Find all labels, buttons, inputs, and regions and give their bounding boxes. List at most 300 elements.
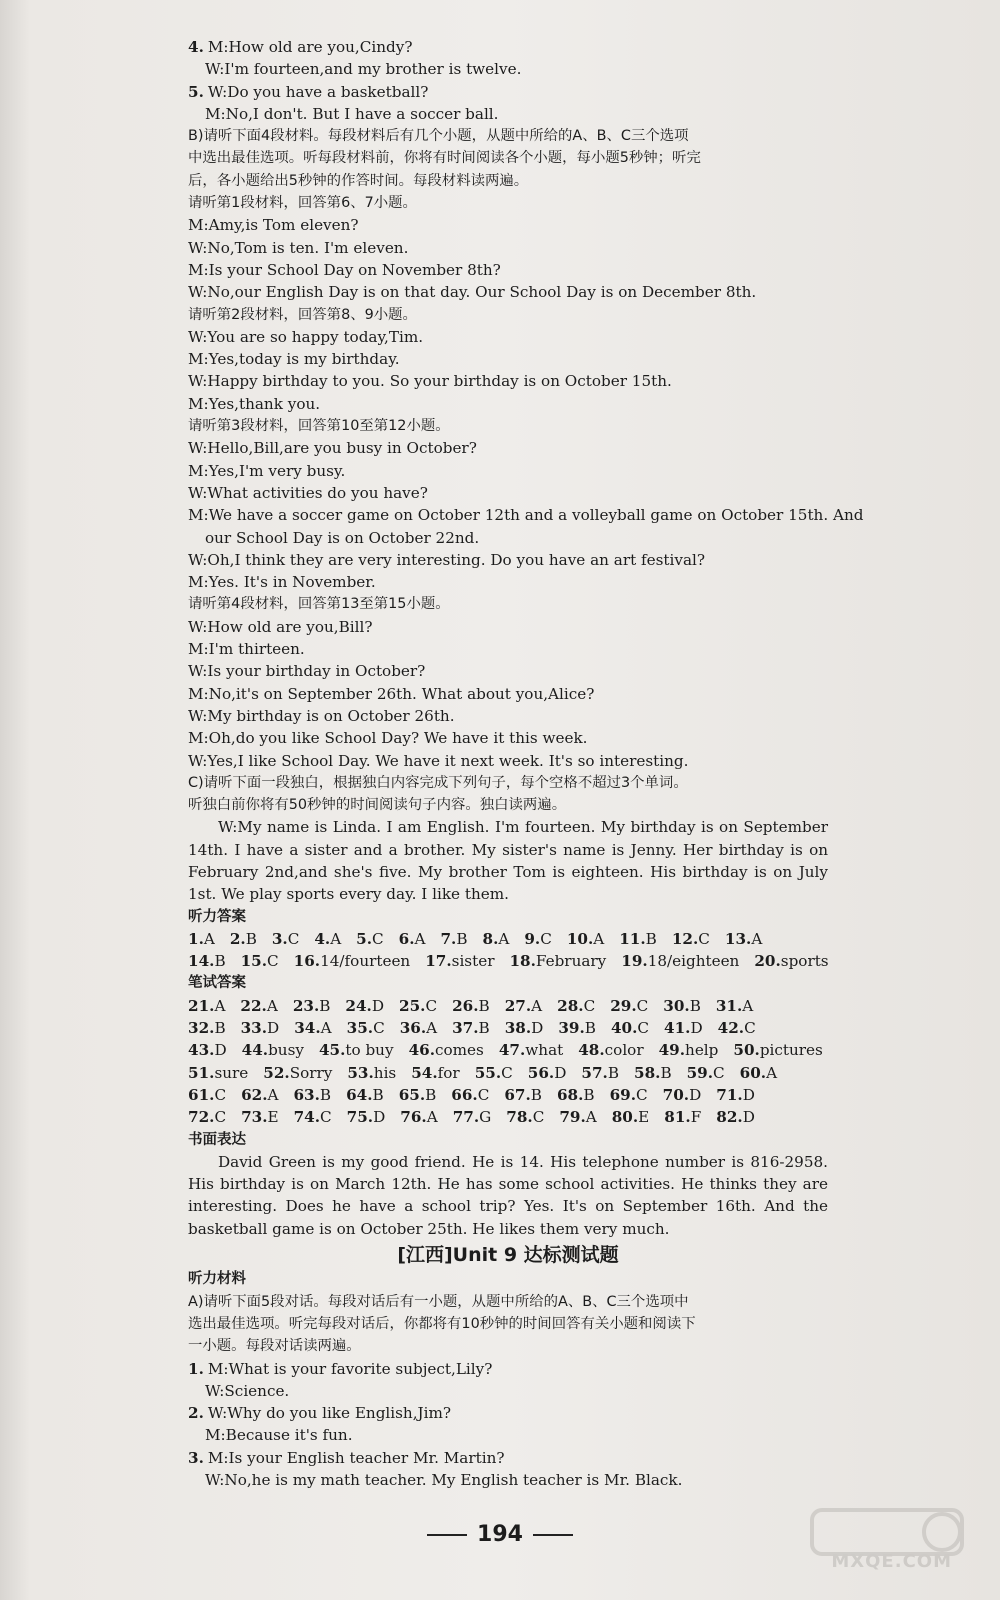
answer-value: B xyxy=(607,1063,619,1082)
answer-number: 5. xyxy=(356,929,373,948)
text-line xyxy=(188,616,828,638)
answer-value: E xyxy=(638,1108,650,1127)
answer-number: 40. xyxy=(610,1019,638,1038)
answer-value: A xyxy=(766,1063,778,1082)
answer-number: 16. xyxy=(293,952,321,971)
instruction-line: B)请听下面4段材料。每段材料后有几个小题，从题中所给的A、B、C三个选项 xyxy=(188,128,689,145)
line-text: W:Is your birthday in October? xyxy=(188,662,426,681)
answer-value: A xyxy=(330,929,342,948)
section-a-instructions xyxy=(188,1291,828,1358)
answer-number: 79. xyxy=(559,1108,586,1127)
answer-number: 63. xyxy=(293,1085,320,1104)
answer-item xyxy=(272,928,299,950)
text-line xyxy=(188,437,828,459)
answer-value: B xyxy=(214,952,226,971)
answer-number: 10. xyxy=(566,929,594,948)
dash-left xyxy=(427,1534,467,1536)
line-text: M:Is your English teacher Mr. Martin? xyxy=(207,1448,505,1467)
answer-value: B xyxy=(478,996,490,1015)
answer-number: 30. xyxy=(663,996,690,1015)
answer-item xyxy=(672,928,710,950)
text-line xyxy=(188,81,828,103)
item-number: 4. xyxy=(188,38,204,56)
answer-value: sure xyxy=(214,1063,249,1082)
answer-value: 18/eighteen xyxy=(647,952,740,971)
answer-value: C xyxy=(477,1085,490,1104)
line-text: W:Do you have a basketball? xyxy=(207,82,429,101)
answer-value: B xyxy=(478,1019,490,1038)
answer-item xyxy=(400,1017,437,1039)
line-text: W:My birthday is on October 26th. xyxy=(188,706,455,725)
answer-value: busy xyxy=(268,1041,304,1060)
item-number: 1. xyxy=(188,1359,204,1378)
answer-value: A xyxy=(742,996,754,1015)
answer-number: 67. xyxy=(504,1085,531,1104)
answer-number: 53. xyxy=(347,1063,374,1082)
instruction-line: C)请听下面一段独白，根据独白内容完成下列句子，每个空格不超过3个单词。 xyxy=(188,774,688,791)
answer-value: A xyxy=(593,929,605,948)
answer-number: 38. xyxy=(504,1019,532,1038)
answer-number: 14. xyxy=(188,952,215,971)
answer-value: C xyxy=(214,1085,227,1104)
answer-item xyxy=(659,1039,719,1061)
answer-number: 55. xyxy=(474,1063,502,1082)
answer-item xyxy=(610,1084,648,1106)
answer-number: 18. xyxy=(509,952,536,971)
answer-number: 61. xyxy=(188,1085,215,1104)
text-line xyxy=(188,571,828,593)
answer-value: B xyxy=(214,1019,226,1038)
line-text: M:Yes. It's in November. xyxy=(188,573,376,592)
written-answers-title: 笔试答案 xyxy=(188,975,246,992)
answer-number: 23. xyxy=(292,996,320,1015)
watermark-logo xyxy=(792,1508,982,1578)
answer-number: 7. xyxy=(440,929,457,948)
answer-item xyxy=(509,950,606,972)
answer-number: 57. xyxy=(581,1063,608,1082)
answer-number: 68. xyxy=(556,1085,584,1104)
instruction-line: 一小题。每段对话读两遍。 xyxy=(188,1338,361,1355)
answer-item xyxy=(567,928,604,950)
line-text: W:No,he is my math teacher. My English teacher is Mr. Black. xyxy=(205,1471,683,1489)
answer-item xyxy=(241,950,279,972)
answer-value: A xyxy=(203,929,215,948)
answer-value: D xyxy=(689,1085,702,1104)
answer-item xyxy=(242,1039,304,1061)
answer-number: 17. xyxy=(425,952,452,971)
line-text: W:Yes,I like School Day. We have it next week. It's so interesting. xyxy=(188,751,689,770)
answer-number: 76. xyxy=(400,1108,427,1127)
answer-number: 50. xyxy=(733,1041,760,1060)
line-text: M:I'm thirteen. xyxy=(188,640,305,659)
answer-item xyxy=(740,1062,777,1084)
answer-number: 1. xyxy=(188,929,204,948)
answer-value: color xyxy=(604,1041,644,1060)
answer-item xyxy=(188,928,215,950)
text-line xyxy=(188,393,828,415)
line-text: W:What activities do you have? xyxy=(188,483,428,502)
text-line xyxy=(188,58,828,80)
answer-number: 36. xyxy=(399,1019,427,1038)
answer-item xyxy=(558,1017,596,1039)
answer-number: 42. xyxy=(717,1019,745,1038)
line-text: our School Day is on October 22nd. xyxy=(205,528,480,547)
answer-item xyxy=(345,995,384,1017)
dialog-block-top xyxy=(188,36,828,125)
answer-item xyxy=(263,1062,332,1084)
answer-number: 74. xyxy=(293,1108,321,1127)
answer-number: 22. xyxy=(240,996,267,1015)
answer-item xyxy=(347,1106,386,1128)
answer-item xyxy=(452,995,490,1017)
answer-item xyxy=(504,1084,542,1106)
line-text: W:Science. xyxy=(205,1381,290,1400)
answer-value: A xyxy=(266,996,278,1015)
answer-item xyxy=(230,928,257,950)
answer-item xyxy=(557,1084,595,1106)
answer-value: D xyxy=(373,1108,386,1127)
section-b-instructions xyxy=(188,125,828,192)
answer-number: 11. xyxy=(619,929,646,948)
answer-number: 54. xyxy=(411,1063,438,1082)
answer-value: C xyxy=(425,996,438,1015)
answer-item xyxy=(400,1106,437,1128)
answer-item xyxy=(506,1106,544,1128)
answer-number: 82. xyxy=(716,1108,743,1127)
listening-answers xyxy=(188,928,828,973)
line-text: W:You are so happy today,Tim. xyxy=(188,327,424,346)
answer-value: C xyxy=(637,1019,650,1038)
answer-row xyxy=(188,1084,828,1106)
text-line xyxy=(188,705,828,727)
answer-item xyxy=(611,1017,649,1039)
answer-number: 80. xyxy=(611,1108,639,1127)
text-line xyxy=(188,1358,828,1380)
writing-text: David Green is my good friend. He is 14. His telephone number is 816-2958. His birthday is on March 12th. He has some school activities. He thinks they are interesting. Does he have a school trip? Yes. It's on September 16th. And the basketball game is on October 25th. He likes them very much. xyxy=(188,1152,828,1238)
answer-number: 35. xyxy=(346,1019,374,1038)
line-text: M:Because it's fun. xyxy=(205,1426,353,1445)
item-number: 5. xyxy=(188,82,204,101)
answer-value: comes xyxy=(435,1041,484,1060)
answer-item xyxy=(399,928,426,950)
instruction-line: 听独白前你将有50秒钟的时间阅读句子内容。独白读两遍。 xyxy=(188,797,567,814)
answer-item xyxy=(621,950,739,972)
answer-value: A xyxy=(426,1108,438,1127)
answer-number: 65. xyxy=(398,1085,426,1104)
text-line xyxy=(188,750,828,772)
answer-value: F xyxy=(690,1108,702,1127)
line-text: W:Why do you like English,Jim? xyxy=(207,1404,452,1423)
line-text: M:Amy,is Tom eleven? xyxy=(188,216,359,235)
answer-item xyxy=(557,995,595,1017)
text-line xyxy=(188,482,828,504)
answer-value: to buy xyxy=(345,1041,394,1060)
answer-value: A xyxy=(214,996,226,1015)
line-text: 请听第4段材料，回答第13至第15小题。 xyxy=(188,596,450,613)
answer-number: 37. xyxy=(452,1019,479,1038)
answer-number: 52. xyxy=(263,1063,290,1082)
answer-value: sister xyxy=(451,952,495,971)
dash-right xyxy=(533,1534,573,1536)
text-line xyxy=(188,504,864,526)
line-text: M:No,it's on September 26th. What about you,Alice? xyxy=(188,684,595,703)
answer-number: 56. xyxy=(527,1063,555,1082)
answer-value: B xyxy=(319,1085,332,1104)
text-line xyxy=(188,549,828,571)
answer-number: 6. xyxy=(398,929,415,948)
answer-value: February xyxy=(535,952,607,971)
answer-value: B xyxy=(319,996,331,1015)
answer-item xyxy=(612,1106,650,1128)
line-text: M:Yes,thank you. xyxy=(188,394,321,413)
text-line xyxy=(188,348,828,370)
text-line xyxy=(188,370,828,392)
answer-number: 49. xyxy=(658,1041,686,1060)
answer-value: sports xyxy=(780,952,829,971)
answer-number: 34. xyxy=(294,1019,321,1038)
answer-item xyxy=(347,1062,396,1084)
answer-value: A xyxy=(531,996,543,1015)
answer-item xyxy=(499,1039,563,1061)
text-line xyxy=(188,192,828,214)
answer-number: 78. xyxy=(506,1108,533,1127)
answer-item xyxy=(319,1039,394,1061)
dialog-block-bottom xyxy=(188,1358,828,1492)
answer-number: 31. xyxy=(715,996,743,1015)
answer-item xyxy=(347,1017,385,1039)
text-line xyxy=(188,527,828,549)
answer-value: C xyxy=(287,929,300,948)
line-text: 请听第2段材料，回答第8、9小题。 xyxy=(188,306,417,323)
answer-number: 77. xyxy=(452,1108,480,1127)
answer-item xyxy=(314,928,341,950)
item-number: 3. xyxy=(188,1448,204,1467)
answer-item xyxy=(188,1106,226,1128)
answer-value: pictures xyxy=(759,1041,823,1060)
answer-number: 69. xyxy=(609,1085,637,1104)
answer-row xyxy=(188,950,828,972)
answer-item xyxy=(440,928,467,950)
answer-value: A xyxy=(585,1108,597,1127)
line-text: M:We have a soccer game on October 12th and a volleyball game on October 15th. And xyxy=(188,506,864,525)
answer-number: 39. xyxy=(558,1019,585,1038)
answer-item xyxy=(716,995,753,1017)
answer-number: 75. xyxy=(346,1108,374,1127)
answer-value: C xyxy=(698,929,710,948)
answer-number: 15. xyxy=(240,952,268,971)
answer-item xyxy=(733,1039,822,1061)
answer-value: D xyxy=(742,1085,755,1104)
text-line xyxy=(188,683,828,705)
text-line xyxy=(188,326,828,348)
text-line xyxy=(188,1469,828,1491)
answer-item xyxy=(294,1017,331,1039)
unit-title: [江西]Unit 9 达标测试题 xyxy=(397,1244,619,1267)
answer-value: C xyxy=(267,952,279,971)
answer-value: C xyxy=(636,1085,648,1104)
writing-title: 书面表达 xyxy=(188,1131,246,1148)
answer-item xyxy=(716,1106,755,1128)
text-line xyxy=(188,1424,828,1446)
instruction-line: 后，各小题给出5秒钟的作答时间。每段材料读两遍。 xyxy=(188,172,529,189)
answer-item xyxy=(451,1084,489,1106)
answer-number: 59. xyxy=(686,1063,714,1082)
answer-value: 14/fourteen xyxy=(320,952,411,971)
answer-value: D xyxy=(214,1041,227,1060)
line-text: M:Oh,do you like School Day? We have it this week. xyxy=(188,729,588,748)
answer-item xyxy=(663,995,701,1017)
line-text: W:Oh,I think they are very interesting. Do you have an art festival? xyxy=(188,550,706,569)
answer-number: 25. xyxy=(399,996,426,1015)
answer-value: C xyxy=(744,1019,756,1038)
answer-row xyxy=(188,1039,828,1061)
answer-item xyxy=(425,950,494,972)
line-text: M:Yes,today is my birthday. xyxy=(188,350,400,369)
answer-number: 19. xyxy=(621,952,648,971)
line-text: M:No,I don't. But I have a soccer ball. xyxy=(205,104,499,123)
answer-value: C xyxy=(532,1108,545,1127)
answer-number: 21. xyxy=(188,996,215,1015)
answer-value: B xyxy=(372,1085,384,1104)
answer-item xyxy=(754,950,828,972)
answer-item xyxy=(453,1106,492,1128)
line-text: 请听第1段材料，回答第6、7小题。 xyxy=(188,195,417,212)
answer-item xyxy=(409,1039,484,1061)
answer-item xyxy=(188,995,225,1017)
answer-value: C xyxy=(636,996,649,1015)
answer-item xyxy=(619,928,657,950)
answer-number: 13. xyxy=(724,929,752,948)
answer-number: 41. xyxy=(664,1019,691,1038)
answer-value: D xyxy=(371,996,385,1015)
text-line xyxy=(188,237,828,259)
answer-item xyxy=(581,1062,619,1084)
instruction-line: A)请听下面5段对话。每段对话后有一小题，从题中所给的A、B、C三个选项中 xyxy=(188,1293,689,1310)
answer-item xyxy=(483,928,510,950)
line-text: W:Hello,Bill,are you busy in October? xyxy=(188,439,477,458)
answer-item xyxy=(716,1084,755,1106)
line-text: W:No,Tom is ten. I'm eleven. xyxy=(188,238,409,257)
text-line xyxy=(188,1402,828,1424)
listening-material-title: 听力材料 xyxy=(188,1271,246,1288)
answer-value: C xyxy=(214,1108,227,1127)
answer-item xyxy=(188,1084,226,1106)
answer-item xyxy=(346,1084,384,1106)
answer-number: 62. xyxy=(241,1085,268,1104)
text-line xyxy=(188,1447,828,1469)
answer-value: his xyxy=(373,1063,397,1082)
answer-number: 2. xyxy=(229,929,246,948)
answer-value: C xyxy=(372,929,384,948)
listening-answers-title: 听力答案 xyxy=(188,908,246,925)
text-line xyxy=(188,214,828,236)
text-line xyxy=(188,660,828,682)
text-line xyxy=(188,460,828,482)
text-line xyxy=(188,1380,828,1402)
answer-value: B xyxy=(530,1085,542,1104)
text-line xyxy=(188,103,828,125)
answer-value: for xyxy=(437,1063,460,1082)
answer-row xyxy=(188,928,828,950)
answer-item xyxy=(411,1062,459,1084)
answer-number: 58. xyxy=(634,1063,661,1082)
answer-value: D xyxy=(690,1019,703,1038)
answer-item xyxy=(634,1062,672,1084)
answer-item xyxy=(240,995,277,1017)
answer-value: A xyxy=(267,1085,279,1104)
line-text: W:Happy birthday to you. So your birthday is on October 15th. xyxy=(188,372,672,391)
answer-value: D xyxy=(531,1019,544,1038)
answer-value: B xyxy=(584,1019,596,1038)
section-c-instructions xyxy=(188,772,828,817)
answer-item xyxy=(475,1062,513,1084)
answer-number: 51. xyxy=(188,1063,215,1082)
text-line xyxy=(188,259,828,281)
answer-row xyxy=(188,1106,828,1128)
monologue-text: W:My name is Linda. I am English. I'm fourteen. My birthday is on September 14th. I have a sister and a brother. My sister's name is Jenny. Her birthday is on February 2nd,and she's five. My brother Tom is eighteen. His birthday is on July 1st. We play sports every day. I like them. xyxy=(188,818,828,904)
answer-item xyxy=(505,1017,544,1039)
answer-value: B xyxy=(583,1085,595,1104)
answer-item xyxy=(505,995,542,1017)
line-text: W:How old are you,Bill? xyxy=(188,617,373,636)
text-line xyxy=(188,36,828,58)
answer-value: A xyxy=(320,1019,332,1038)
text-line xyxy=(188,727,828,749)
answer-item xyxy=(725,928,762,950)
document-body xyxy=(188,36,864,1491)
line-text: 请听第3段材料，回答第10至第12小题。 xyxy=(188,418,450,435)
answer-item xyxy=(578,1039,643,1061)
answer-item xyxy=(610,995,648,1017)
answer-item xyxy=(528,1062,567,1084)
answer-value: A xyxy=(426,1019,438,1038)
answer-number: 73. xyxy=(241,1108,268,1127)
answer-number: 72. xyxy=(188,1108,215,1127)
answer-number: 24. xyxy=(345,996,372,1015)
answer-item xyxy=(399,995,437,1017)
answer-item xyxy=(241,1084,278,1106)
answer-value: A xyxy=(414,929,426,948)
answer-value: D xyxy=(742,1108,755,1127)
answer-number: 26. xyxy=(452,996,479,1015)
answer-item xyxy=(687,1062,725,1084)
answer-item xyxy=(356,928,383,950)
line-text: W:No,our English Day is on that day. Our School Day is on December 8th. xyxy=(188,283,757,302)
answer-value: C xyxy=(713,1063,725,1082)
answer-item xyxy=(718,1017,756,1039)
line-text: M:Is your School Day on November 8th? xyxy=(188,260,501,279)
answer-number: 81. xyxy=(664,1108,691,1127)
answer-number: 4. xyxy=(314,929,331,948)
answer-item xyxy=(188,950,226,972)
answer-item xyxy=(293,995,331,1017)
answer-value: B xyxy=(689,996,701,1015)
answer-item xyxy=(399,1084,437,1106)
text-line xyxy=(188,281,828,303)
answer-item xyxy=(663,1084,702,1106)
answer-value: G xyxy=(479,1108,492,1127)
answer-item xyxy=(188,1062,248,1084)
answer-row xyxy=(188,1017,828,1039)
answer-number: 12. xyxy=(671,929,699,948)
written-answers xyxy=(188,995,828,1129)
answer-item xyxy=(452,1017,490,1039)
line-text: M:Yes,I'm very busy. xyxy=(188,461,346,480)
answer-item xyxy=(664,1106,701,1128)
answer-value: C xyxy=(320,1108,332,1127)
answer-number: 20. xyxy=(754,952,781,971)
answer-number: 3. xyxy=(271,929,288,948)
